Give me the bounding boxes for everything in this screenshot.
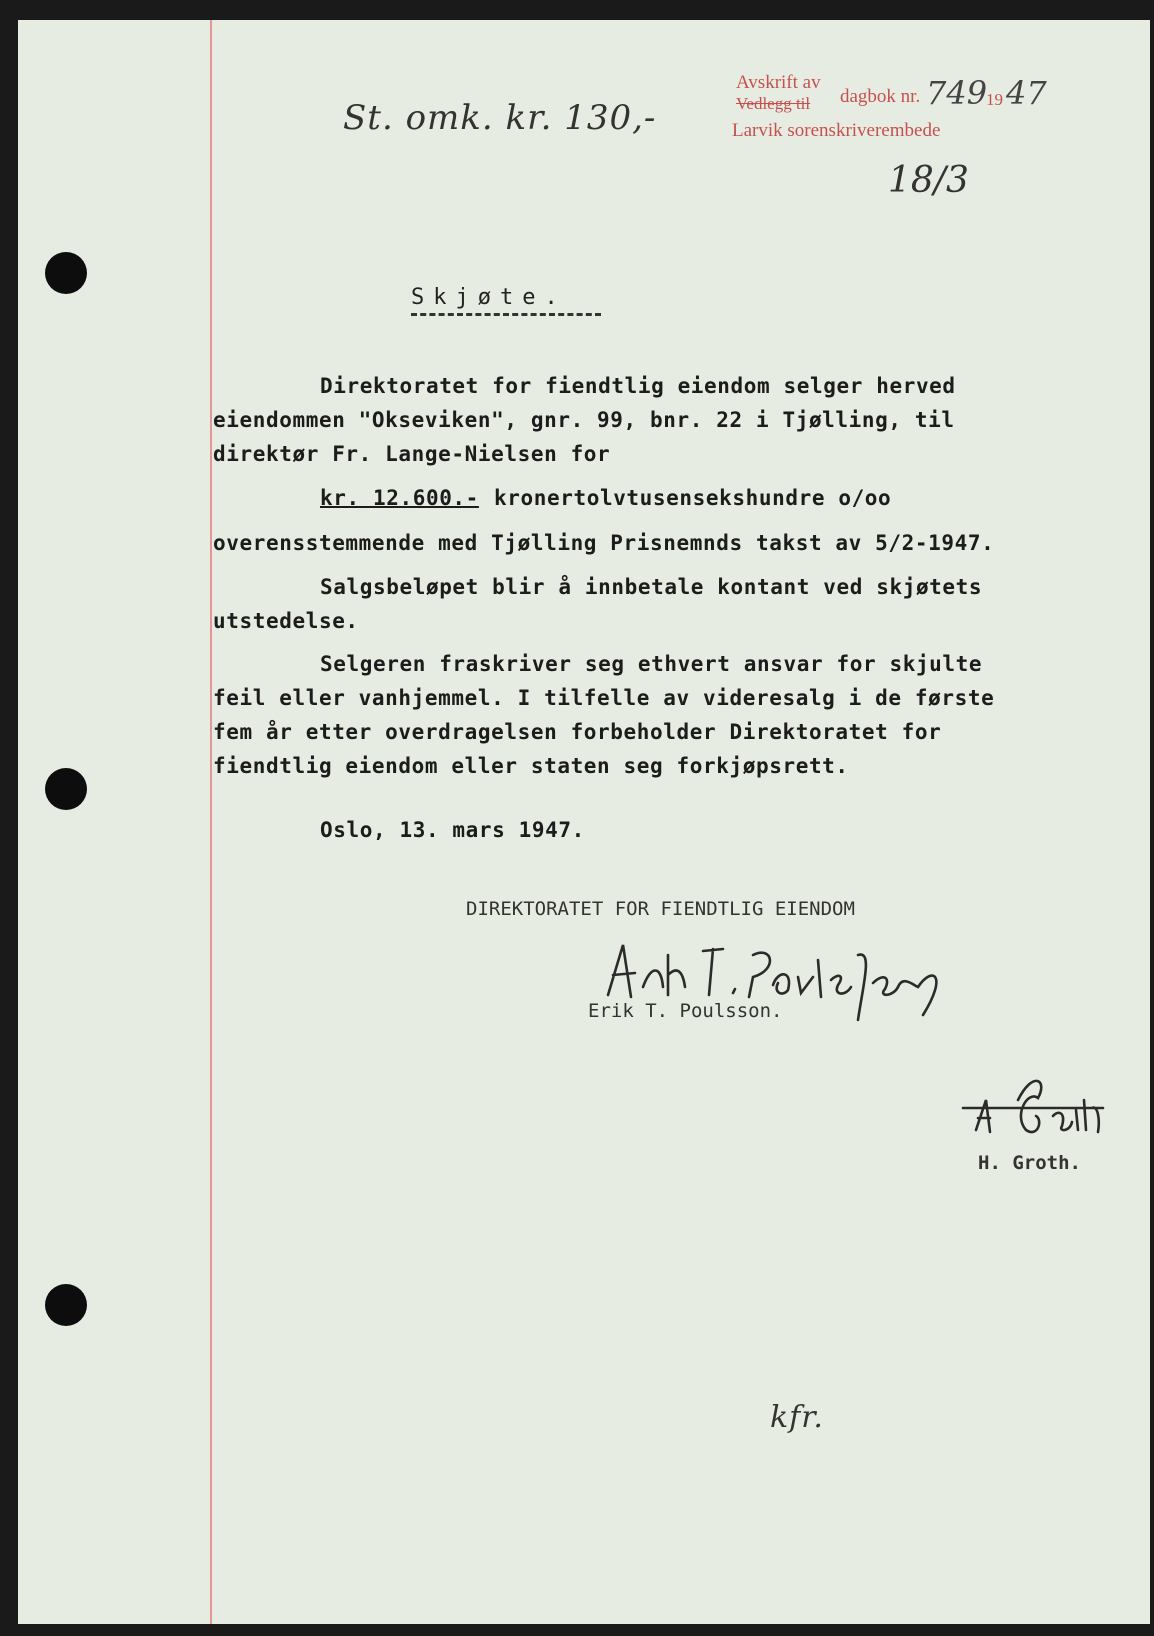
sale-amount: kr. 12.600.-: [320, 486, 479, 510]
issuing-organization: DIREKTORATET FOR FIENDTLIG EIENDOM: [466, 898, 855, 920]
body-line: Selgeren fraskriver seg ethvert ansvar for skjulte: [320, 652, 983, 676]
stamp-year-handwritten: 47: [1006, 74, 1047, 112]
stamp-office: Larvik sorenskriverembede: [732, 120, 941, 141]
body-line: Direktoratet for fiendtlig eiendom selger herved: [320, 374, 956, 398]
punch-hole: [45, 1284, 87, 1326]
stamp-avskrift: Avskrift av: [736, 72, 821, 93]
signature-groth-image: [958, 1060, 1108, 1160]
body-line: utstedelse.: [213, 609, 359, 633]
red-margin-line: [210, 20, 212, 1624]
signature-poulsson-image: [573, 925, 953, 1045]
document-page: [18, 20, 1150, 1624]
punch-hole: [45, 768, 87, 810]
stamp-year-prefix: 19: [986, 90, 1003, 109]
body-line: direktør Fr. Lange-Nielsen for: [213, 442, 611, 466]
stamp-vedlegg-struck: Vedlegg til: [736, 94, 811, 113]
signer-name-groth: H. Groth.: [978, 1152, 1081, 1174]
handwritten-kfr: kfr.: [770, 1400, 824, 1435]
document-title: Skjøte.: [411, 285, 567, 310]
body-line: Salgsbeløpet blir å innbetale kontant ved skjøtets: [320, 575, 983, 599]
body-line: fem år etter overdragelsen forbeholder Direktoratet for: [213, 720, 942, 744]
dagbok-number: 749: [926, 74, 988, 112]
stamp-dagbok-label: dagbok nr.: [840, 86, 921, 107]
punch-hole: [45, 252, 87, 294]
body-line: eiendommen "Okseviken", gnr. 99, bnr. 22 i Tjølling, til: [213, 408, 955, 432]
body-line: kronertolvtusensekshundre o/oo: [494, 486, 892, 510]
body-line: overensstemmende med Tjølling Prisnemnds takst av 5/2-1947.: [213, 531, 995, 555]
handwritten-date: 18/3: [888, 160, 969, 201]
body-line: feil eller vanhjemmel. I tilfelle av videresalg i de første: [213, 686, 995, 710]
place-date: Oslo, 13. mars 1947.: [320, 818, 585, 842]
body-line: fiendtlig eiendom eller staten seg forkjøpsrett.: [213, 754, 849, 778]
signer-name-poulsson: Erik T. Poulsson.: [588, 1000, 783, 1022]
title-underline: [411, 313, 601, 316]
handwritten-reference: St. omk. kr. 130,-: [343, 98, 657, 138]
